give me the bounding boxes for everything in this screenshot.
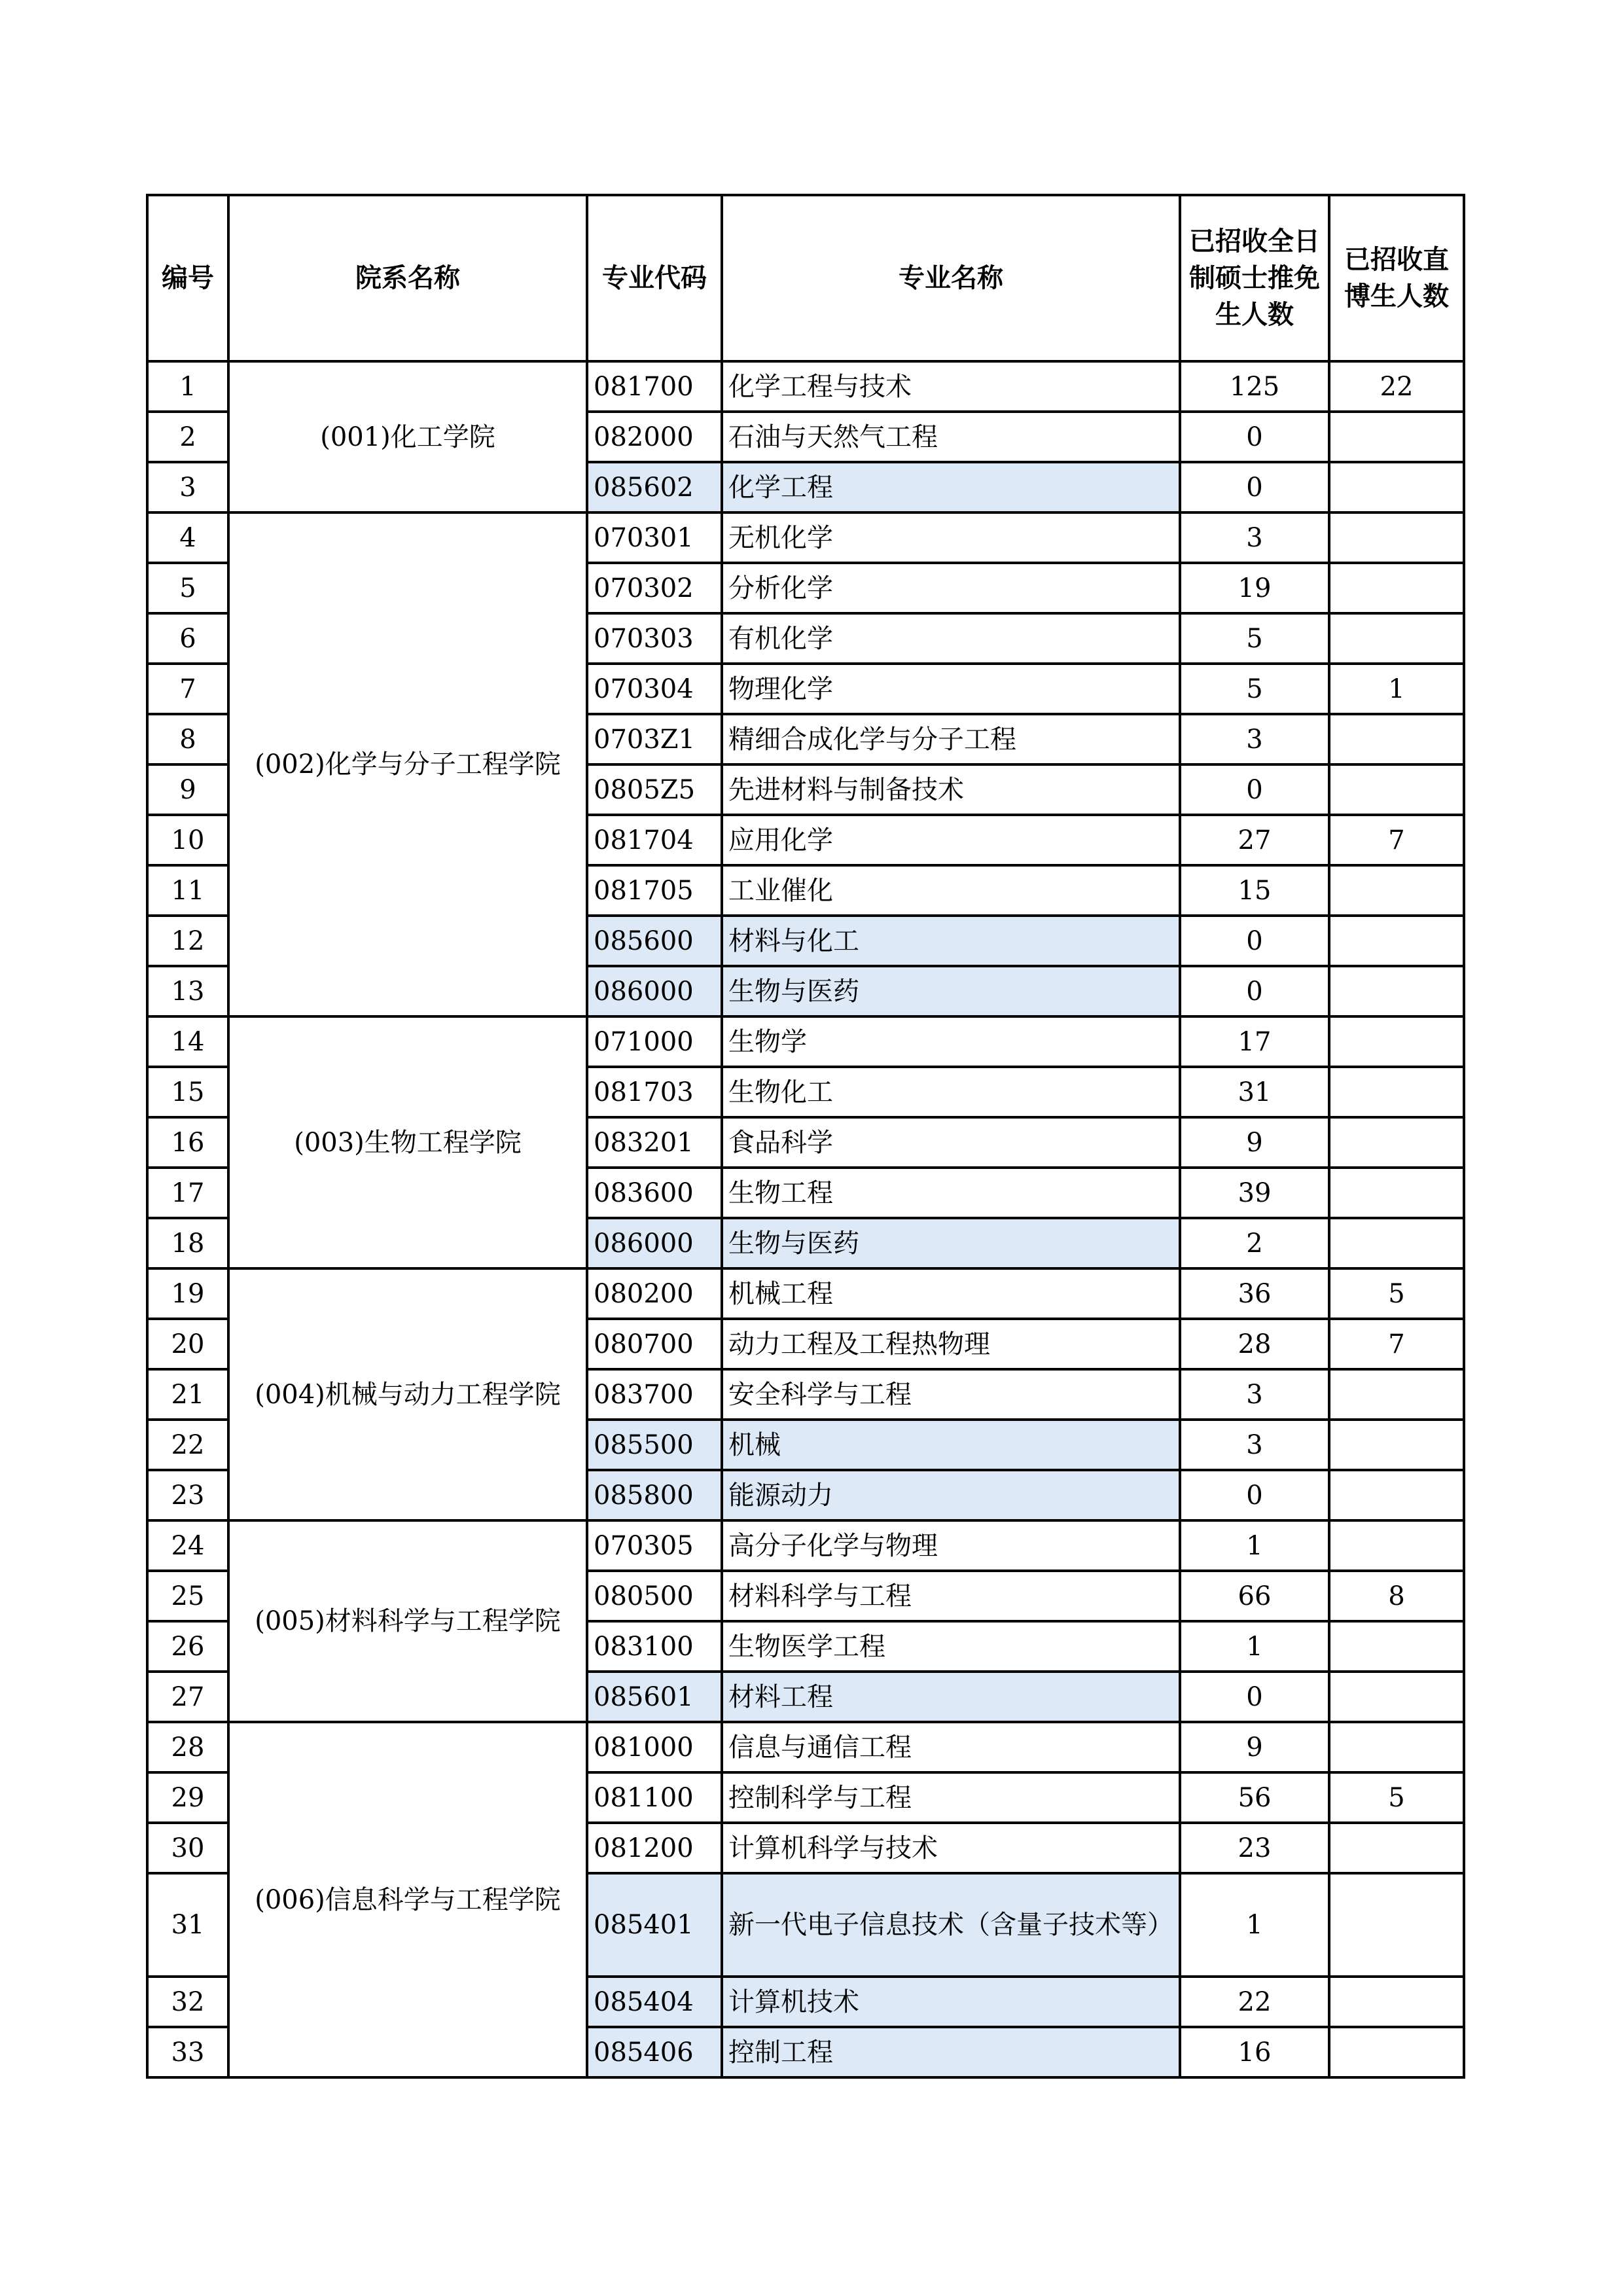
master-count: 28 (1180, 1319, 1329, 1369)
major-name: 无机化学 (722, 512, 1180, 563)
major-name: 计算机科学与技术 (722, 1823, 1180, 1873)
major-name: 化学工程 (722, 462, 1180, 512)
phd-count (1329, 966, 1464, 1016)
master-count: 9 (1180, 1722, 1329, 1772)
row-number: 5 (147, 563, 228, 613)
major-name: 材料与化工 (722, 916, 1180, 966)
row-number: 28 (147, 1722, 228, 1772)
row-number: 10 (147, 815, 228, 865)
phd-count: 5 (1329, 1772, 1464, 1823)
master-count: 5 (1180, 613, 1329, 664)
header-dept: 院系名称 (228, 195, 587, 361)
major-code: 083100 (587, 1621, 722, 1672)
phd-count (1329, 1067, 1464, 1117)
row-number: 16 (147, 1117, 228, 1168)
major-code: 070304 (587, 664, 722, 714)
master-count: 31 (1180, 1067, 1329, 1117)
major-name: 化学工程与技术 (722, 361, 1180, 412)
major-code: 070301 (587, 512, 722, 563)
major-name: 物理化学 (722, 664, 1180, 714)
major-name: 有机化学 (722, 613, 1180, 664)
major-code: 086000 (587, 966, 722, 1016)
table-row (147, 1016, 1464, 1067)
phd-count (1329, 1470, 1464, 1520)
major-name: 动力工程及工程热物理 (722, 1319, 1180, 1369)
major-code: 083600 (587, 1168, 722, 1218)
row-number: 27 (147, 1672, 228, 1722)
major-name: 生物学 (722, 1016, 1180, 1067)
major-code: 081703 (587, 1067, 722, 1117)
master-count: 66 (1180, 1571, 1329, 1621)
row-number: 8 (147, 714, 228, 764)
major-name: 材料科学与工程 (722, 1571, 1180, 1621)
header-major: 专业名称 (722, 195, 1180, 361)
department-name: (004)机械与动力工程学院 (228, 1268, 587, 1520)
major-name: 先进材料与制备技术 (722, 764, 1180, 815)
phd-count (1329, 1621, 1464, 1672)
master-count: 1 (1180, 1873, 1329, 1977)
phd-count (1329, 1722, 1464, 1772)
major-name: 材料工程 (722, 1672, 1180, 1722)
major-code: 0703Z1 (587, 714, 722, 764)
major-code: 081704 (587, 815, 722, 865)
phd-count (1329, 1369, 1464, 1420)
major-code: 070305 (587, 1520, 722, 1571)
major-code: 082000 (587, 412, 722, 462)
major-name: 机械工程 (722, 1268, 1180, 1319)
major-name: 应用化学 (722, 815, 1180, 865)
table-body (147, 361, 1464, 2077)
row-number: 25 (147, 1571, 228, 1621)
phd-count (1329, 1520, 1464, 1571)
major-code: 085800 (587, 1470, 722, 1520)
master-count: 9 (1180, 1117, 1329, 1168)
phd-count (1329, 1117, 1464, 1168)
header-code: 专业代码 (587, 195, 722, 361)
department-name: (001)化工学院 (228, 361, 587, 512)
row-number: 14 (147, 1016, 228, 1067)
major-code: 081700 (587, 361, 722, 412)
table-row (147, 512, 1464, 563)
master-count: 3 (1180, 1420, 1329, 1470)
major-code: 0805Z5 (587, 764, 722, 815)
row-number: 33 (147, 2027, 228, 2077)
row-number: 6 (147, 613, 228, 664)
major-code: 071000 (587, 1016, 722, 1067)
major-name: 新一代电子信息技术（含量子技术等） (722, 1873, 1180, 1977)
header-phd: 已招收直博生人数 (1329, 195, 1464, 361)
master-count: 3 (1180, 714, 1329, 764)
row-number: 31 (147, 1873, 228, 1977)
department-name: (005)材料科学与工程学院 (228, 1520, 587, 1722)
master-count: 0 (1180, 1470, 1329, 1520)
table-row (147, 1722, 1464, 1772)
major-name: 高分子化学与物理 (722, 1520, 1180, 1571)
department-name: (003)生物工程学院 (228, 1016, 587, 1268)
row-number: 24 (147, 1520, 228, 1571)
major-code: 086000 (587, 1218, 722, 1268)
major-code: 080500 (587, 1571, 722, 1621)
phd-count (1329, 1873, 1464, 1977)
row-number: 18 (147, 1218, 228, 1268)
row-number: 32 (147, 1977, 228, 2027)
master-count: 0 (1180, 412, 1329, 462)
master-count: 0 (1180, 462, 1329, 512)
phd-count: 8 (1329, 1571, 1464, 1621)
major-code: 081705 (587, 865, 722, 916)
header-no: 编号 (147, 195, 228, 361)
row-number: 1 (147, 361, 228, 412)
row-number: 22 (147, 1420, 228, 1470)
row-number: 13 (147, 966, 228, 1016)
row-number: 2 (147, 412, 228, 462)
row-number: 3 (147, 462, 228, 512)
master-count: 56 (1180, 1772, 1329, 1823)
major-code: 080200 (587, 1268, 722, 1319)
master-count: 15 (1180, 865, 1329, 916)
phd-count (1329, 462, 1464, 512)
phd-count (1329, 1672, 1464, 1722)
row-number: 15 (147, 1067, 228, 1117)
phd-count (1329, 1168, 1464, 1218)
row-number: 7 (147, 664, 228, 714)
row-number: 20 (147, 1319, 228, 1369)
table-row (147, 1520, 1464, 1571)
phd-count (1329, 2027, 1464, 2077)
phd-count (1329, 613, 1464, 664)
major-name: 石油与天然气工程 (722, 412, 1180, 462)
major-code: 070302 (587, 563, 722, 613)
header-master: 已招收全日制硕士推免生人数 (1180, 195, 1329, 361)
major-code: 085406 (587, 2027, 722, 2077)
row-number: 11 (147, 865, 228, 916)
master-count: 2 (1180, 1218, 1329, 1268)
major-code: 081000 (587, 1722, 722, 1772)
table-row (147, 361, 1464, 412)
row-number: 26 (147, 1621, 228, 1672)
master-count: 16 (1180, 2027, 1329, 2077)
major-code: 083201 (587, 1117, 722, 1168)
major-name: 生物与医药 (722, 1218, 1180, 1268)
phd-count (1329, 563, 1464, 613)
row-number: 12 (147, 916, 228, 966)
master-count: 1 (1180, 1520, 1329, 1571)
master-count: 0 (1180, 764, 1329, 815)
row-number: 9 (147, 764, 228, 815)
major-code: 081100 (587, 1772, 722, 1823)
major-name: 控制科学与工程 (722, 1772, 1180, 1823)
master-count: 3 (1180, 512, 1329, 563)
phd-count: 7 (1329, 1319, 1464, 1369)
major-name: 生物医学工程 (722, 1621, 1180, 1672)
master-count: 0 (1180, 916, 1329, 966)
phd-count (1329, 865, 1464, 916)
major-name: 安全科学与工程 (722, 1369, 1180, 1420)
phd-count (1329, 1420, 1464, 1470)
phd-count (1329, 1016, 1464, 1067)
master-count: 17 (1180, 1016, 1329, 1067)
master-count: 0 (1180, 1672, 1329, 1722)
major-name: 能源动力 (722, 1470, 1180, 1520)
major-name: 精细合成化学与分子工程 (722, 714, 1180, 764)
master-count: 3 (1180, 1369, 1329, 1420)
department-name: (002)化学与分子工程学院 (228, 512, 587, 1016)
master-count: 22 (1180, 1977, 1329, 2027)
major-code: 085404 (587, 1977, 722, 2027)
phd-count (1329, 1823, 1464, 1873)
major-name: 机械 (722, 1420, 1180, 1470)
row-number: 19 (147, 1268, 228, 1319)
master-count: 23 (1180, 1823, 1329, 1873)
row-number: 29 (147, 1772, 228, 1823)
enrollment-table (146, 194, 1465, 2079)
major-code: 085500 (587, 1420, 722, 1470)
major-name: 分析化学 (722, 563, 1180, 613)
major-name: 生物工程 (722, 1168, 1180, 1218)
major-code: 080700 (587, 1319, 722, 1369)
master-count: 0 (1180, 966, 1329, 1016)
major-code: 085600 (587, 916, 722, 966)
major-code: 085401 (587, 1873, 722, 1977)
master-count: 5 (1180, 664, 1329, 714)
master-count: 27 (1180, 815, 1329, 865)
phd-count (1329, 512, 1464, 563)
major-name: 生物化工 (722, 1067, 1180, 1117)
phd-count (1329, 916, 1464, 966)
phd-count: 22 (1329, 361, 1464, 412)
major-name: 计算机技术 (722, 1977, 1180, 2027)
row-number: 4 (147, 512, 228, 563)
major-name: 食品科学 (722, 1117, 1180, 1168)
master-count: 125 (1180, 361, 1329, 412)
master-count: 36 (1180, 1268, 1329, 1319)
phd-count (1329, 412, 1464, 462)
master-count: 19 (1180, 563, 1329, 613)
table-row (147, 1268, 1464, 1319)
row-number: 21 (147, 1369, 228, 1420)
phd-count (1329, 1218, 1464, 1268)
department-name: (006)信息科学与工程学院 (228, 1722, 587, 2077)
row-number: 17 (147, 1168, 228, 1218)
phd-count: 1 (1329, 664, 1464, 714)
major-name: 控制工程 (722, 2027, 1180, 2077)
header-row (147, 195, 1464, 361)
major-code: 085602 (587, 462, 722, 512)
phd-count: 5 (1329, 1268, 1464, 1319)
master-count: 1 (1180, 1621, 1329, 1672)
major-code: 070303 (587, 613, 722, 664)
phd-count (1329, 714, 1464, 764)
phd-count (1329, 1977, 1464, 2027)
row-number: 30 (147, 1823, 228, 1873)
major-name: 信息与通信工程 (722, 1722, 1180, 1772)
phd-count (1329, 764, 1464, 815)
major-code: 083700 (587, 1369, 722, 1420)
master-count: 39 (1180, 1168, 1329, 1218)
major-code: 081200 (587, 1823, 722, 1873)
phd-count: 7 (1329, 815, 1464, 865)
major-code: 085601 (587, 1672, 722, 1722)
major-name: 生物与医药 (722, 966, 1180, 1016)
major-name: 工业催化 (722, 865, 1180, 916)
row-number: 23 (147, 1470, 228, 1520)
